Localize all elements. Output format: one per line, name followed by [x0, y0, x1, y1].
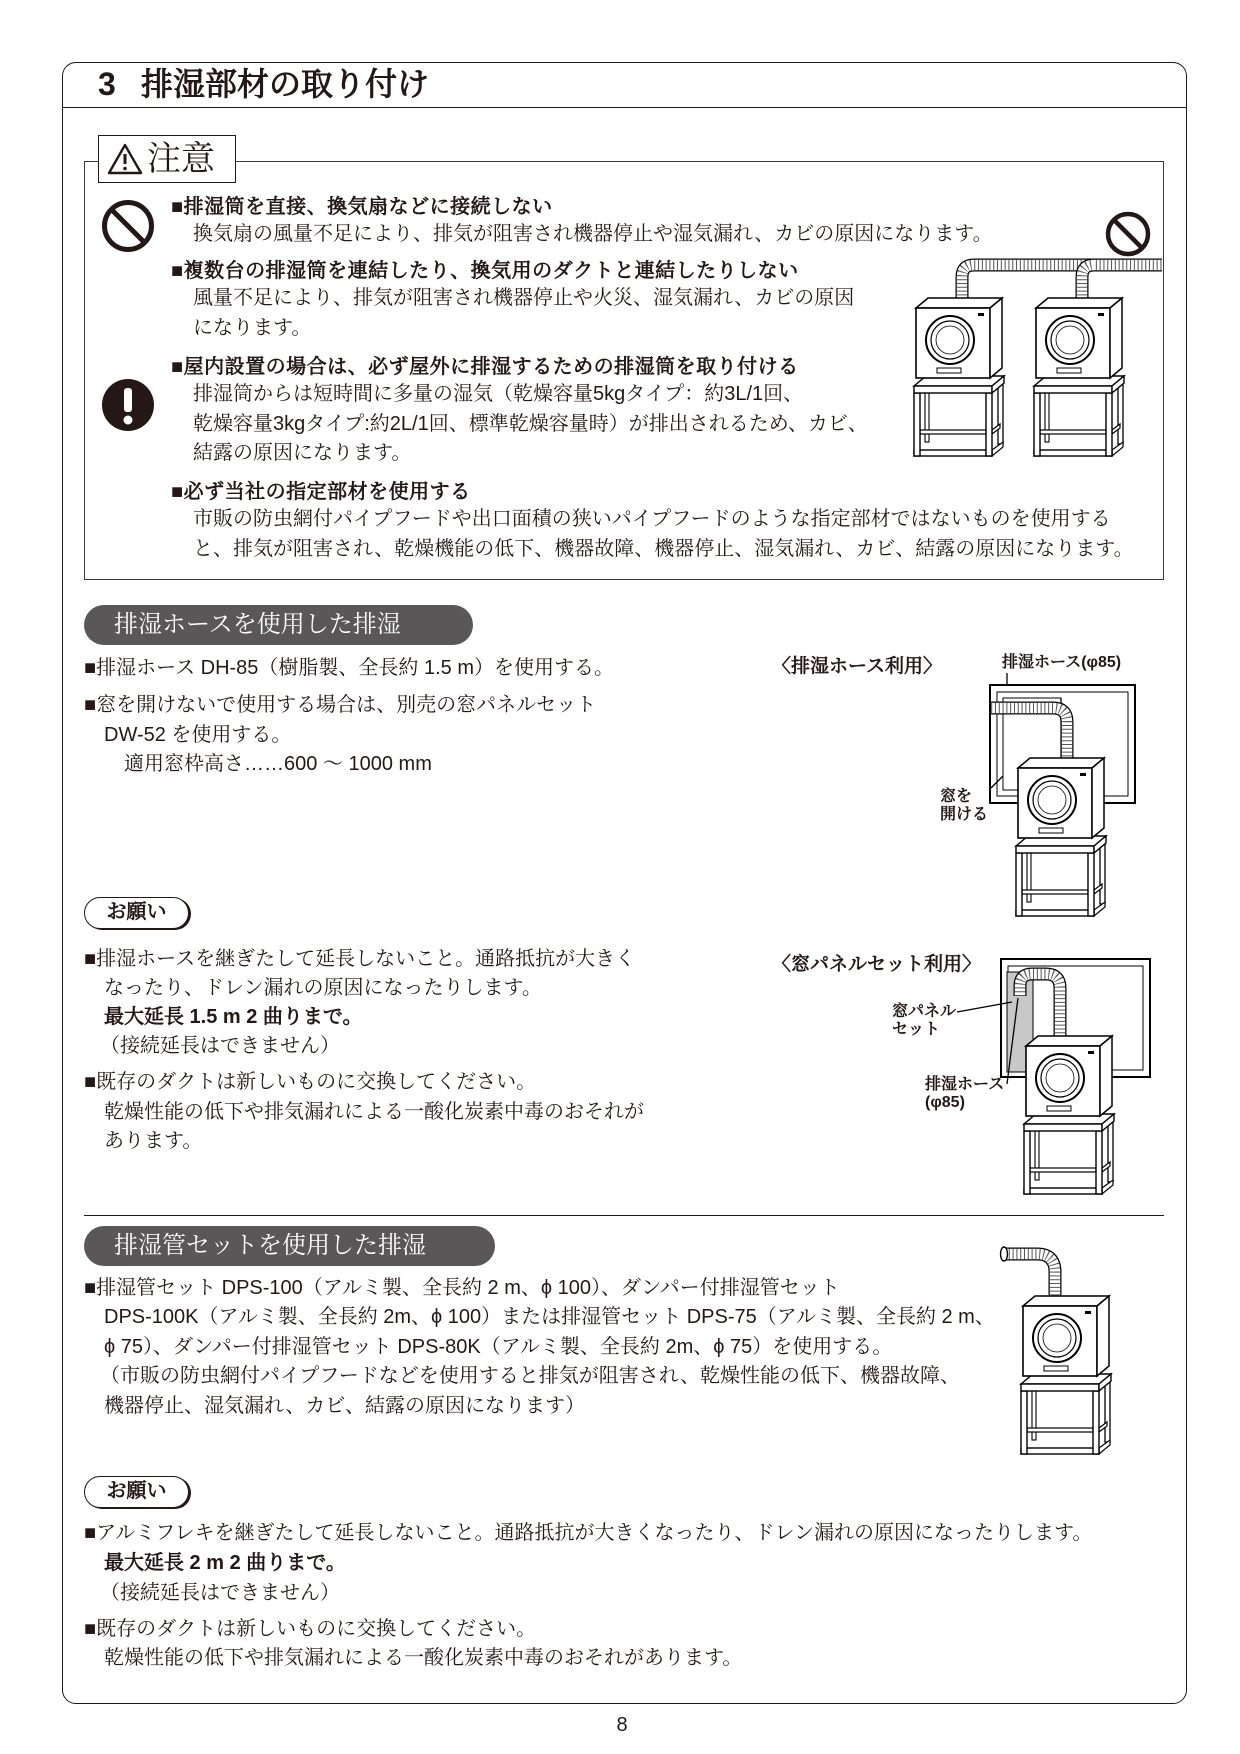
- caution-item-text: 市販の防虫網付パイプフードや出口面積の狭いパイプフードのような指定部材ではないものを使用する: [193, 508, 1111, 530]
- hose-label: 排湿ホース(φ85): [1002, 654, 1122, 671]
- request-text: ■既存のダクトは新しいものに交換してください。: [84, 1618, 537, 1640]
- warning-triangle-icon: [107, 143, 143, 175]
- request-text: （接続延長はできません）: [100, 1035, 340, 1057]
- caution-label: 注意: [147, 140, 215, 178]
- pipe-section-heading: 排湿管セットを使用した排湿: [84, 1226, 495, 1266]
- pipe-section-text: ■排湿管セット DPS-100（アルミ製、全長約 2 m、ϕ 100）、ダンパー付排湿管セット: [84, 1277, 840, 1299]
- pipe-set-illustration: [995, 1238, 1135, 1463]
- window-open-label: [940, 788, 988, 824]
- caution-item: [171, 354, 868, 469]
- request-text: ■アルミフレキを継ぎたして延長しないこと。通路抵抗が大きくなったり、ドレン漏れの原因になったりします。: [84, 1522, 1093, 1544]
- request-text: ■排湿ホースを継ぎたして延長しないこと。通路抵抗が大きく: [84, 948, 636, 970]
- hose-label-line: (φ85): [925, 1094, 965, 1111]
- max-extension-note: 最大延長 1.5 m 2 曲りまで。: [104, 1006, 363, 1028]
- max-extension-note: 最大延長 2 m 2 曲りまで。: [104, 1552, 346, 1574]
- caution-label-tab: [98, 135, 236, 183]
- connected-dryers-illustration: [900, 205, 1162, 467]
- pipe-section-text: DPS-100K（アルミ製、全長約 2m、ϕ 100）または排湿管セット DPS-75（アルミ製、全長約 2 m、: [104, 1306, 995, 1328]
- request-text: （接続延長はできません）: [100, 1582, 340, 1604]
- caution-item-text: 排湿筒からは短時間に多量の湿気（乾燥容量5kgタイプ：約3L/1回、: [193, 383, 804, 405]
- caution-item-heading: ■屋内設置の場合は、必ず屋外に排湿するための排湿筒を取り付ける: [171, 356, 799, 378]
- window-panel-label-line: セット: [892, 1021, 941, 1038]
- caution-item-heading: ■必ず当社の指定部材を使用する: [171, 481, 471, 503]
- dryer-unit: [1021, 1296, 1111, 1454]
- section-divider: [84, 1215, 1164, 1216]
- window-panel-label-line: 窓パネル: [892, 1003, 957, 1020]
- window-open-label-line: 開ける: [940, 806, 989, 823]
- caution-item-text: 乾燥容量3kgタイプ:約2L/1回、標準乾燥容量時）が排出されるため、カビ、: [193, 412, 868, 435]
- caution-item-heading: ■排湿筒を直接、換気扇などに接続しない: [171, 196, 553, 218]
- hose-section-text: DW-52 を使用する。: [104, 724, 292, 746]
- prohibition-icon: [1108, 214, 1148, 254]
- caution-item-text: 換気扇の風量不足により、排気が阻害され機器停止や湿気漏れ、カビの原因になります。: [193, 223, 993, 245]
- page-number: 8: [616, 1714, 628, 1736]
- caution-item-heading: ■複数台の排湿筒を連結したり、換気用のダクトと連結したりしない: [171, 260, 799, 282]
- caution-item: [171, 479, 1134, 564]
- request-badge: お願い: [84, 897, 189, 929]
- window-open-label-line: 窓を: [940, 788, 973, 805]
- figure-caption: 〈排湿ホース利用〉: [772, 656, 943, 677]
- prohibition-icon: [101, 199, 155, 253]
- hose-label: [925, 1076, 1004, 1112]
- dryer-unit: [1016, 758, 1106, 916]
- caution-item-text: 結露の原因になります。: [193, 442, 412, 464]
- caution-item-text: 風量不足により、排気が阻害され機器停止や火災、湿気漏れ、カビの原因: [193, 287, 855, 309]
- figure-caption: 〈窓パネルセット利用〉: [772, 954, 982, 975]
- hose-section-text: ■排湿ホース DH-85（樹脂製、全長約 1.5 m）を使用する。: [84, 657, 615, 679]
- section-number: 3: [98, 66, 116, 102]
- pipe-section-text: 機器停止、湿気漏れ、カビ、結露の原因になります）: [104, 1395, 585, 1417]
- dryer-unit: [914, 298, 1004, 456]
- caution-item-text: と、排気が阻害され、乾燥機能の低下、機器故障、機器停止、湿気漏れ、カビ、結露の原因になります。: [193, 537, 1134, 560]
- section-title: 排湿部材の取り付け: [141, 66, 430, 102]
- caution-item: [171, 258, 854, 343]
- window-panel-label: [892, 1003, 956, 1039]
- hose-section-text: 適用窓枠高さ……600 ～ 1000 mm: [124, 753, 432, 775]
- exclamation-icon: [101, 378, 155, 432]
- request-badge: お願い: [84, 1476, 189, 1508]
- request-text: なったり、ドレン漏れの原因になったりします。: [104, 977, 542, 999]
- hose-section-heading: 排湿ホースを使用した排湿: [84, 605, 473, 645]
- request-text: ■既存のダクトは新しいものに交換してください。: [84, 1071, 537, 1093]
- section-header: [62, 62, 1187, 108]
- dryer-unit: [1024, 1036, 1114, 1194]
- request-text: 乾燥性能の低下や排気漏れによる一酸化炭素中毒のおそれがあります。: [104, 1647, 743, 1669]
- window-panel-illustration: [880, 950, 1160, 1198]
- request-text: 乾燥性能の低下や排気漏れによる一酸化炭素中毒のおそれが: [104, 1101, 644, 1123]
- hose-section-text: ■窓を開けないで使用する場合は、別売の窓パネルセット: [84, 694, 597, 716]
- hose-label-line: 排湿ホース: [925, 1076, 1005, 1093]
- caution-item-text: になります。: [193, 316, 312, 339]
- pipe-section-text: （市販の防虫網付パイプフードなどを使用すると排気が阻害され、乾燥性能の低下、機器故障、: [100, 1365, 960, 1387]
- pipe-section-text: ϕ 75）、ダンパー付排湿管セット DPS-80K（アルミ製、全長約 2m、ϕ 75）を使用する。: [104, 1336, 893, 1358]
- request-text: あります。: [104, 1130, 203, 1152]
- caution-item: [171, 194, 993, 250]
- dryer-unit: [1034, 298, 1124, 456]
